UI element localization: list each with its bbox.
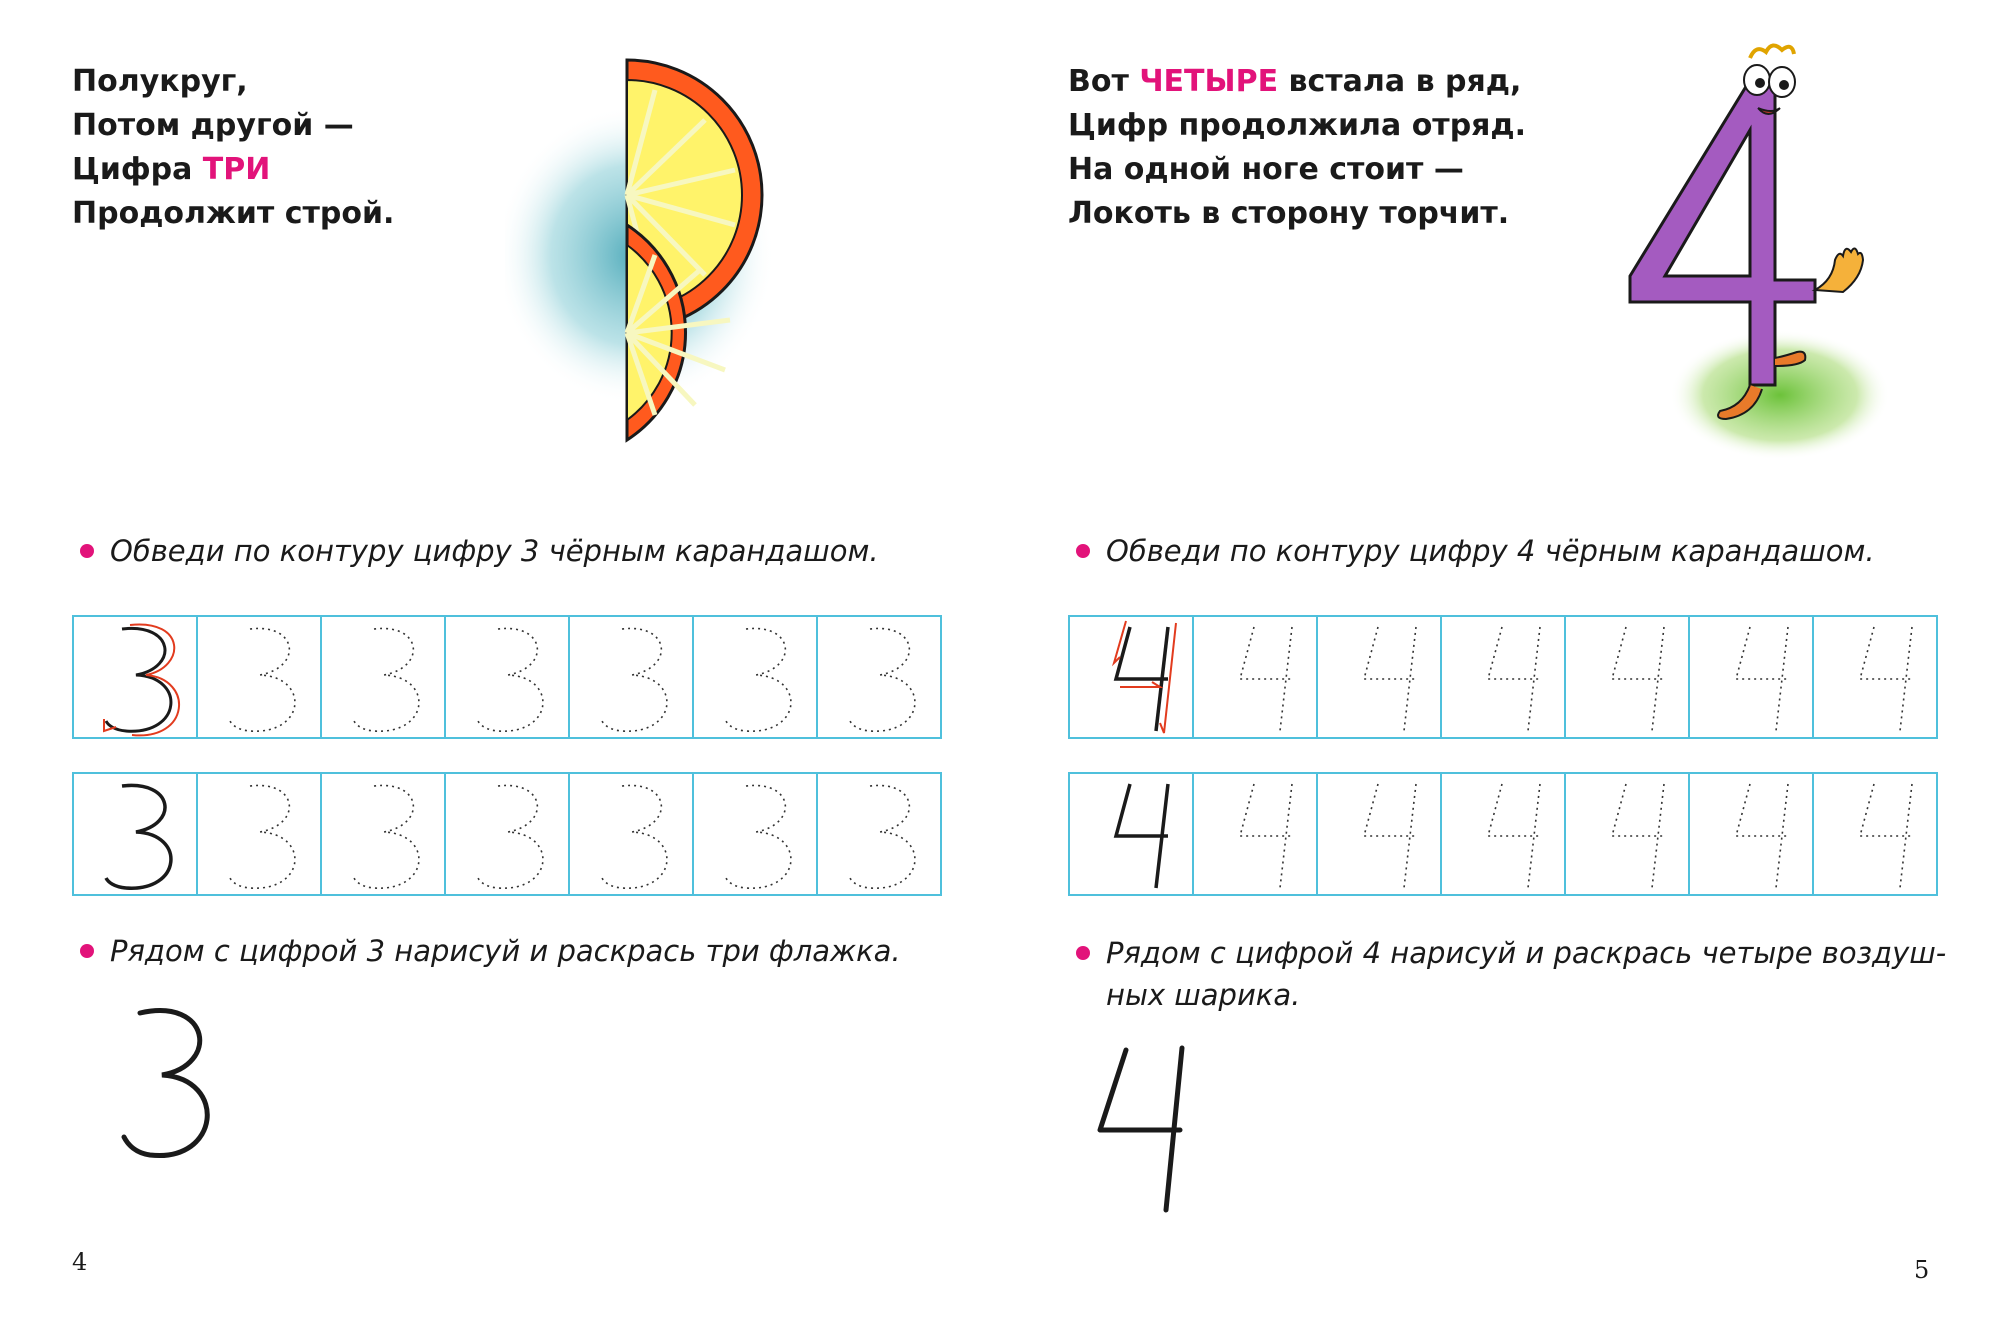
tracing-cell[interactable] bbox=[1812, 617, 1936, 737]
tracing-cell[interactable] bbox=[1440, 617, 1564, 737]
page-number-left: 4 bbox=[72, 1248, 88, 1276]
poem-line-1-a: Вот bbox=[1068, 64, 1140, 99]
right-page bbox=[1000, 0, 2000, 1335]
tracing-cell[interactable] bbox=[1564, 617, 1688, 737]
tracing-cell[interactable] bbox=[1812, 774, 1936, 894]
tracing-cell[interactable] bbox=[568, 774, 692, 894]
tracing-cell[interactable] bbox=[1316, 774, 1440, 894]
task-draw-balloons-line-1: Рядом с цифрой 4 нарисуй и раскрась четыре воздуш- bbox=[1106, 936, 1947, 970]
task-trace-three bbox=[110, 530, 879, 572]
poem-three bbox=[72, 60, 394, 236]
poem-highlight: ТРИ bbox=[202, 152, 271, 187]
bullet-icon bbox=[80, 544, 94, 558]
tracing-cell[interactable] bbox=[692, 774, 816, 894]
poem-line-1-b: встала в ряд, bbox=[1278, 64, 1522, 99]
task-trace-four bbox=[1106, 530, 1875, 572]
poem-line-3-text: Цифра bbox=[72, 152, 203, 187]
poem-line-1 bbox=[1068, 60, 1526, 104]
character-four-illustration bbox=[1610, 40, 1900, 460]
big-digit-three bbox=[110, 995, 230, 1165]
poem-line-2: Цифр продолжила отряд. bbox=[1068, 108, 1527, 143]
page-number-right: 5 bbox=[1914, 1256, 1930, 1284]
poem-line-3 bbox=[72, 148, 394, 192]
poem-line-3: На одной ноге стоит — bbox=[1068, 152, 1464, 187]
poem-highlight: ЧЕТЫРЕ bbox=[1139, 64, 1279, 99]
tracing-cell[interactable] bbox=[444, 617, 568, 737]
task-trace-four-text: Обведи по контуру цифру 4 чёрным карандашом. bbox=[1106, 534, 1875, 568]
task-draw-flags-text: Рядом с цифрой 3 нарисуй и раскрась три флажка. bbox=[110, 934, 901, 968]
tracing-cell[interactable] bbox=[568, 617, 692, 737]
bullet-icon bbox=[1076, 946, 1090, 960]
task-draw-flags bbox=[110, 930, 901, 972]
task-draw-balloons bbox=[1106, 932, 1946, 1016]
tracing-cell[interactable] bbox=[1688, 617, 1812, 737]
big-digit-four bbox=[1086, 1040, 1196, 1220]
bullet-icon bbox=[1076, 544, 1090, 558]
tracing-cell-example[interactable] bbox=[1070, 617, 1192, 737]
tracing-cell[interactable] bbox=[320, 617, 444, 737]
poem-line-1: Полукруг, bbox=[72, 64, 248, 99]
poem-four bbox=[1068, 60, 1526, 236]
tracing-row-three-1 bbox=[72, 615, 942, 739]
tracing-cell[interactable] bbox=[444, 774, 568, 894]
task-trace-three-text: Обведи по контуру цифру 3 чёрным карандашом. bbox=[110, 534, 879, 568]
tracing-cell[interactable] bbox=[320, 774, 444, 894]
tracing-cell-sample[interactable] bbox=[74, 774, 196, 894]
task-draw-balloons-line-2: ных шарика. bbox=[1106, 978, 1301, 1012]
tracing-cell[interactable] bbox=[1688, 774, 1812, 894]
tracing-cell[interactable] bbox=[816, 617, 940, 737]
poem-line-2: Потом другой — bbox=[72, 108, 354, 143]
tracing-row-four-1 bbox=[1068, 615, 1938, 739]
tracing-cell[interactable] bbox=[1192, 617, 1316, 737]
tracing-row-four-2 bbox=[1068, 772, 1938, 896]
lemon-three-illustration bbox=[505, 50, 835, 450]
tracing-row-three-2 bbox=[72, 772, 942, 896]
tracing-cell[interactable] bbox=[196, 617, 320, 737]
tracing-cell[interactable] bbox=[1192, 774, 1316, 894]
tracing-cell-example[interactable] bbox=[74, 617, 196, 737]
tracing-cell[interactable] bbox=[816, 774, 940, 894]
tracing-cell-sample[interactable] bbox=[1070, 774, 1192, 894]
tracing-cell[interactable] bbox=[692, 617, 816, 737]
poem-line-4: Локоть в сторону торчит. bbox=[1068, 196, 1510, 231]
bullet-icon bbox=[80, 944, 94, 958]
poem-line-4: Продолжит строй. bbox=[72, 196, 395, 231]
tracing-cell[interactable] bbox=[1316, 617, 1440, 737]
tracing-cell[interactable] bbox=[196, 774, 320, 894]
tracing-cell[interactable] bbox=[1440, 774, 1564, 894]
tracing-cell[interactable] bbox=[1564, 774, 1688, 894]
